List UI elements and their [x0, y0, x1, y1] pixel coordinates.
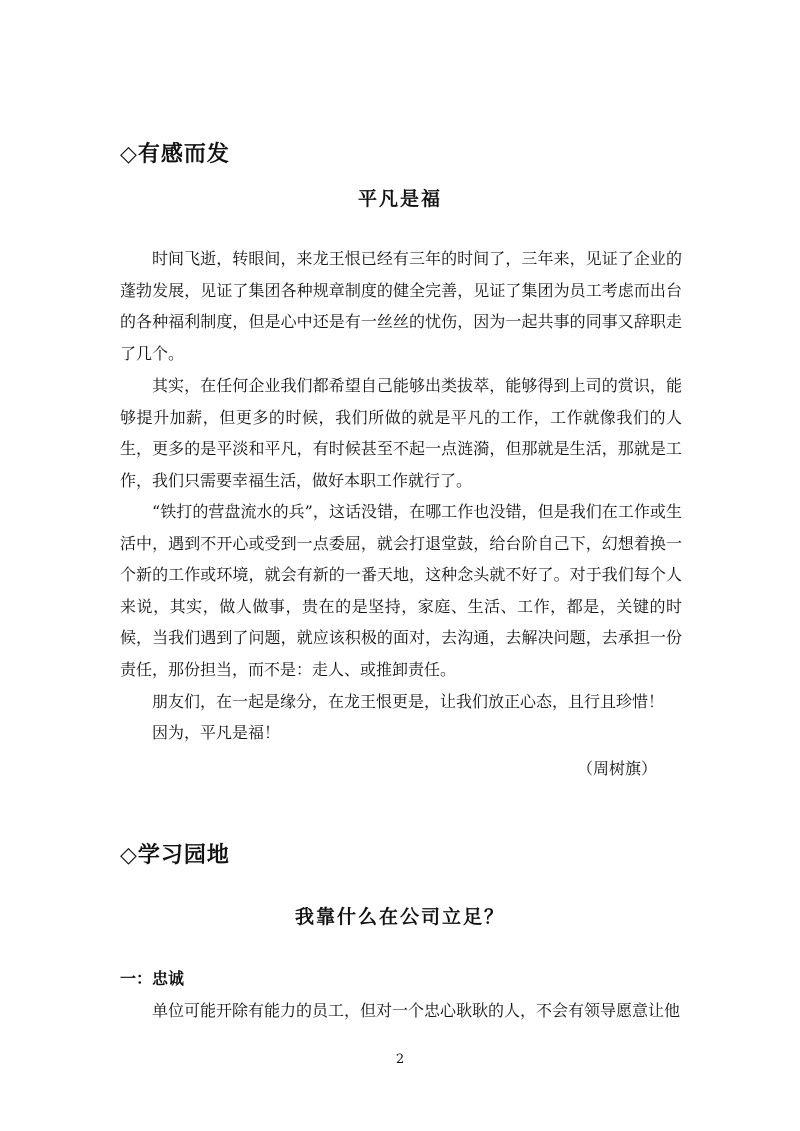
page-number: 2 — [395, 1052, 405, 1067]
subheading-loyalty: 一：忠诚 — [120, 969, 185, 988]
article-title-1: 平凡是福 — [357, 188, 442, 210]
paragraph-1: 时间飞逝，转眼间，来龙王恨已经有三年的时间了，三年来，见证了企业的蓬勃发展，见证了集团各种规章制度的健全完善，见证了集团为员工考虑而出台的各种福利制度，但是心中还是有一丝丝的忧伤，因为一起共事的同事又辞职走了几个。 — [120, 249, 682, 363]
section-heading-1: ◇有感而发 — [120, 141, 230, 167]
section-heading-2: ◇学习园地 — [120, 842, 230, 868]
paragraph-2: 其实，在任何企业我们都希望自己能够出类拔萃，能够得到上司的赏识，能够提升加薪，但更多的时候，我们所做的就是平凡的工作，工作就像我们的人生，更多的是平淡和平凡，有时候甚至不起一点涟漪，但那就是生活，那就是工作，我们只需要幸福生活，做好本职工作就行了。 — [120, 376, 682, 490]
paragraph-5: 因为，平凡是福！ — [152, 723, 281, 742]
author-signature: （周树旗） — [576, 759, 657, 778]
paragraph-3: “铁打的营盘流水的兵”，这话没错，在哪工作也没错，但是我们在工作或生活中，遇到不开心或受到一点委屈，就会打退堂鼓，给台阶自己下，幻想着换一个新的工作或环境，就会有新的一番天地，这种念头就不好了。对于我们每个人来说，其实，做人做事，贵在的是坚持，家庭、生活、工作，都是，关键的时候，当我们遇到了问题，就应该积极的面对，去沟通，去解决问题，去承担一份责任，那份担当，而不是：走人、或推卸责任。 — [120, 502, 682, 679]
paragraph-4: 朋友们，在一起是缘分，在龙王恨更是，让我们放正心态，且行且珍惜！ — [152, 692, 665, 711]
paragraph-loyalty: 单位可能开除有能力的员工，但对一个忠心耿耿的人，不会有领导愿意让他 — [152, 1001, 681, 1020]
article-title-2: 我靠什么在公司立足？ — [294, 906, 505, 928]
